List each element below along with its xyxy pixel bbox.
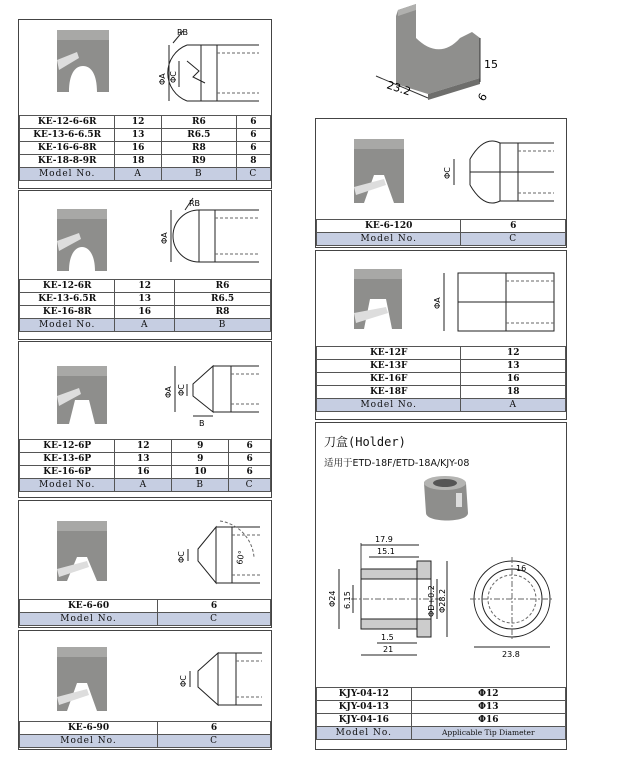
header-cell: A xyxy=(461,399,566,412)
profile-drawing xyxy=(426,129,561,215)
holder-front-drawing xyxy=(466,549,564,661)
table-row xyxy=(20,466,271,479)
header-row xyxy=(20,168,271,181)
dia-c-label: ΦC xyxy=(177,384,186,396)
model-cell: KJY-04-13 xyxy=(317,701,412,714)
model-cell: KJY-04-12 xyxy=(317,688,412,701)
table-row xyxy=(20,129,271,142)
value-cell: 12 xyxy=(461,347,566,360)
value-cell: 6 xyxy=(236,142,270,155)
angle-label: 60° xyxy=(235,549,247,566)
model-cell: KE-13F xyxy=(317,360,461,373)
header-cell: Model No. xyxy=(20,168,115,181)
radius-label: RB xyxy=(177,28,189,37)
value-cell: 6 xyxy=(461,220,566,233)
header-row xyxy=(317,727,566,740)
header-cell: C xyxy=(461,233,566,246)
model-cell: KE-6-60 xyxy=(20,600,158,613)
value-cell: 18 xyxy=(461,386,566,399)
value-cell: 16 xyxy=(115,306,175,319)
spec-table xyxy=(19,279,271,332)
value-cell: 12 xyxy=(115,116,162,129)
table-row xyxy=(20,116,271,129)
dim-21: 21 xyxy=(383,645,394,654)
header-row xyxy=(317,233,566,246)
profile-drawing xyxy=(149,25,267,113)
table-row xyxy=(20,280,271,293)
value-cell: 6 xyxy=(229,440,271,453)
value-cell: 10 xyxy=(172,466,229,479)
model-cell: KE-16-6-8R xyxy=(20,142,115,155)
dia-c-label: ΦC xyxy=(179,675,188,687)
value-cell: R6 xyxy=(175,280,271,293)
cutter-photo xyxy=(57,30,117,94)
header-row xyxy=(20,735,271,748)
dim-thickness-label: 6 xyxy=(475,90,491,104)
cutter-photo xyxy=(354,269,412,331)
value-cell: 13 xyxy=(115,453,172,466)
panel-ke-6-90 xyxy=(18,630,272,750)
table-row xyxy=(317,701,566,714)
spec-table xyxy=(19,599,271,626)
dim-17-9: 17.9 xyxy=(375,535,393,544)
panel-ke-6r-series xyxy=(18,19,272,189)
value-cell: 9 xyxy=(172,440,229,453)
holder-title: 刀盒(Holder) xyxy=(324,435,406,449)
header-cell: Model No. xyxy=(20,735,158,748)
spec-table xyxy=(316,687,566,740)
holder-section-drawing xyxy=(321,533,461,663)
profile-drawing xyxy=(149,350,267,430)
table-row xyxy=(317,373,566,386)
header-row xyxy=(20,613,271,626)
cutter-photo xyxy=(57,366,117,426)
model-cell: KJY-04-16 xyxy=(317,714,412,727)
cutter-photo xyxy=(57,647,117,713)
value-cell: 6 xyxy=(158,600,271,613)
value-cell: 8 xyxy=(236,155,270,168)
dim-16: 16 xyxy=(516,564,527,573)
model-cell: KE-13-6-6.5R xyxy=(20,129,115,142)
table-row xyxy=(317,386,566,399)
header-cell: Model No. xyxy=(20,613,158,626)
value-cell: 12 xyxy=(115,440,172,453)
panel-ke-r-series xyxy=(18,190,272,340)
table-row xyxy=(20,600,271,613)
dia-c-label: ΦC xyxy=(169,71,178,83)
value-cell: 6 xyxy=(236,116,270,129)
model-cell: KE-12-6-6R xyxy=(20,116,115,129)
header-cell: A xyxy=(115,168,162,181)
dim-d-0-2: ΦD+0.2 xyxy=(427,585,436,617)
header-cell: A xyxy=(115,319,175,332)
model-cell: KE-12-6P xyxy=(20,440,115,453)
value-cell: 6 xyxy=(229,453,271,466)
model-cell: KE-18-8-9R xyxy=(20,155,115,168)
value-cell: 16 xyxy=(115,466,172,479)
profile-drawing xyxy=(154,513,266,593)
model-cell: KE-6-90 xyxy=(20,722,158,735)
dim-23-8: 23.8 xyxy=(502,650,520,659)
dim-6-15: 6.15 xyxy=(343,591,352,609)
model-cell: KE-13-6P xyxy=(20,453,115,466)
value-cell: Φ13 xyxy=(411,701,565,714)
table-row xyxy=(20,722,271,735)
header-cell: B xyxy=(172,479,229,492)
table-row xyxy=(317,360,566,373)
spec-table xyxy=(19,439,271,492)
holder-photo xyxy=(416,473,476,528)
value-cell: 16 xyxy=(115,142,162,155)
spec-table xyxy=(316,219,566,246)
model-cell: KE-6-120 xyxy=(317,220,461,233)
model-cell: KE-13-6.5R xyxy=(20,293,115,306)
value-cell: 13 xyxy=(115,293,175,306)
model-cell: KE-16-6P xyxy=(20,466,115,479)
value-cell: R9 xyxy=(161,155,236,168)
panel-ke-p-series xyxy=(18,341,272,498)
value-cell: R6.5 xyxy=(161,129,236,142)
spec-table xyxy=(19,721,271,748)
dia-c-label: ΦC xyxy=(177,551,186,563)
header-cell: Applicable Tip Diameter xyxy=(411,727,565,740)
profile-drawing xyxy=(426,265,561,341)
header-cell: C xyxy=(158,613,271,626)
dim-15-1: 15.1 xyxy=(377,547,395,556)
header-cell: Model No. xyxy=(20,479,115,492)
table-row xyxy=(317,347,566,360)
dia-a-label: ΦA xyxy=(164,386,173,398)
value-cell: 13 xyxy=(461,360,566,373)
table-row xyxy=(20,453,271,466)
header-cell: C xyxy=(158,735,271,748)
header-cell: Model No. xyxy=(317,233,461,246)
profile-drawing xyxy=(149,196,267,266)
cutter-photo xyxy=(57,521,117,583)
header-cell: B xyxy=(175,319,271,332)
dim-28-2: Φ28.2 xyxy=(438,588,447,613)
value-cell: R6.5 xyxy=(175,293,271,306)
value-cell: 6 xyxy=(236,129,270,142)
table-row xyxy=(20,306,271,319)
value-cell: Φ16 xyxy=(411,714,565,727)
model-cell: KE-12F xyxy=(317,347,461,360)
value-cell: Φ12 xyxy=(411,688,565,701)
dim-length-label: 23.2 xyxy=(385,78,413,99)
table-row xyxy=(317,688,566,701)
cutter-photo xyxy=(57,209,117,273)
value-cell: 6 xyxy=(229,466,271,479)
table-row xyxy=(317,714,566,727)
dim-height-label: 15 xyxy=(484,58,498,71)
value-cell: R6 xyxy=(161,116,236,129)
cutter-isometric-photo xyxy=(368,2,508,107)
dia-a-label: ΦA xyxy=(160,232,169,244)
header-cell: Model No. xyxy=(317,399,461,412)
header-cell: A xyxy=(115,479,172,492)
header-row xyxy=(20,319,271,332)
header-row xyxy=(317,399,566,412)
table-row xyxy=(317,220,566,233)
header-cell: Model No. xyxy=(317,727,412,740)
panel-ke-f-series xyxy=(315,250,567,420)
cutter-photo xyxy=(354,139,412,205)
panel-ke-6-120 xyxy=(315,118,567,248)
value-cell: R8 xyxy=(161,142,236,155)
value-cell: 16 xyxy=(461,373,566,386)
header-cell: Model No. xyxy=(20,319,115,332)
panel-holder xyxy=(315,422,567,750)
dia-a-label: ΦA xyxy=(158,73,167,85)
radius-label: RB xyxy=(189,199,201,208)
header-row xyxy=(20,479,271,492)
model-cell: KE-16-8R xyxy=(20,306,115,319)
dia-a-label: ΦA xyxy=(433,297,442,309)
value-cell: R8 xyxy=(175,306,271,319)
value-cell: 18 xyxy=(115,155,162,168)
table-row xyxy=(20,440,271,453)
spec-table xyxy=(19,115,271,181)
dim-24: Φ24 xyxy=(328,590,337,607)
holder-subtitle: 适用于ETD-18F/ETD-18A/KJY-08 xyxy=(324,458,470,469)
value-cell: 6 xyxy=(158,722,271,735)
table-row xyxy=(20,293,271,306)
header-cell: C xyxy=(229,479,271,492)
value-cell: 13 xyxy=(115,129,162,142)
dim-1-5: 1.5 xyxy=(381,633,394,642)
profile-drawing xyxy=(154,641,266,717)
model-cell: KE-12-6R xyxy=(20,280,115,293)
value-cell: 12 xyxy=(115,280,175,293)
dia-c-label: ΦC xyxy=(443,167,452,179)
value-cell: 9 xyxy=(172,453,229,466)
header-cell: C xyxy=(236,168,270,181)
model-cell: KE-16F xyxy=(317,373,461,386)
header-cell: B xyxy=(161,168,236,181)
table-row xyxy=(20,155,271,168)
panel-ke-6-60 xyxy=(18,500,272,628)
table-row xyxy=(20,142,271,155)
model-cell: KE-18F xyxy=(317,386,461,399)
spec-table xyxy=(316,346,566,412)
length-b-label: B xyxy=(199,419,205,428)
